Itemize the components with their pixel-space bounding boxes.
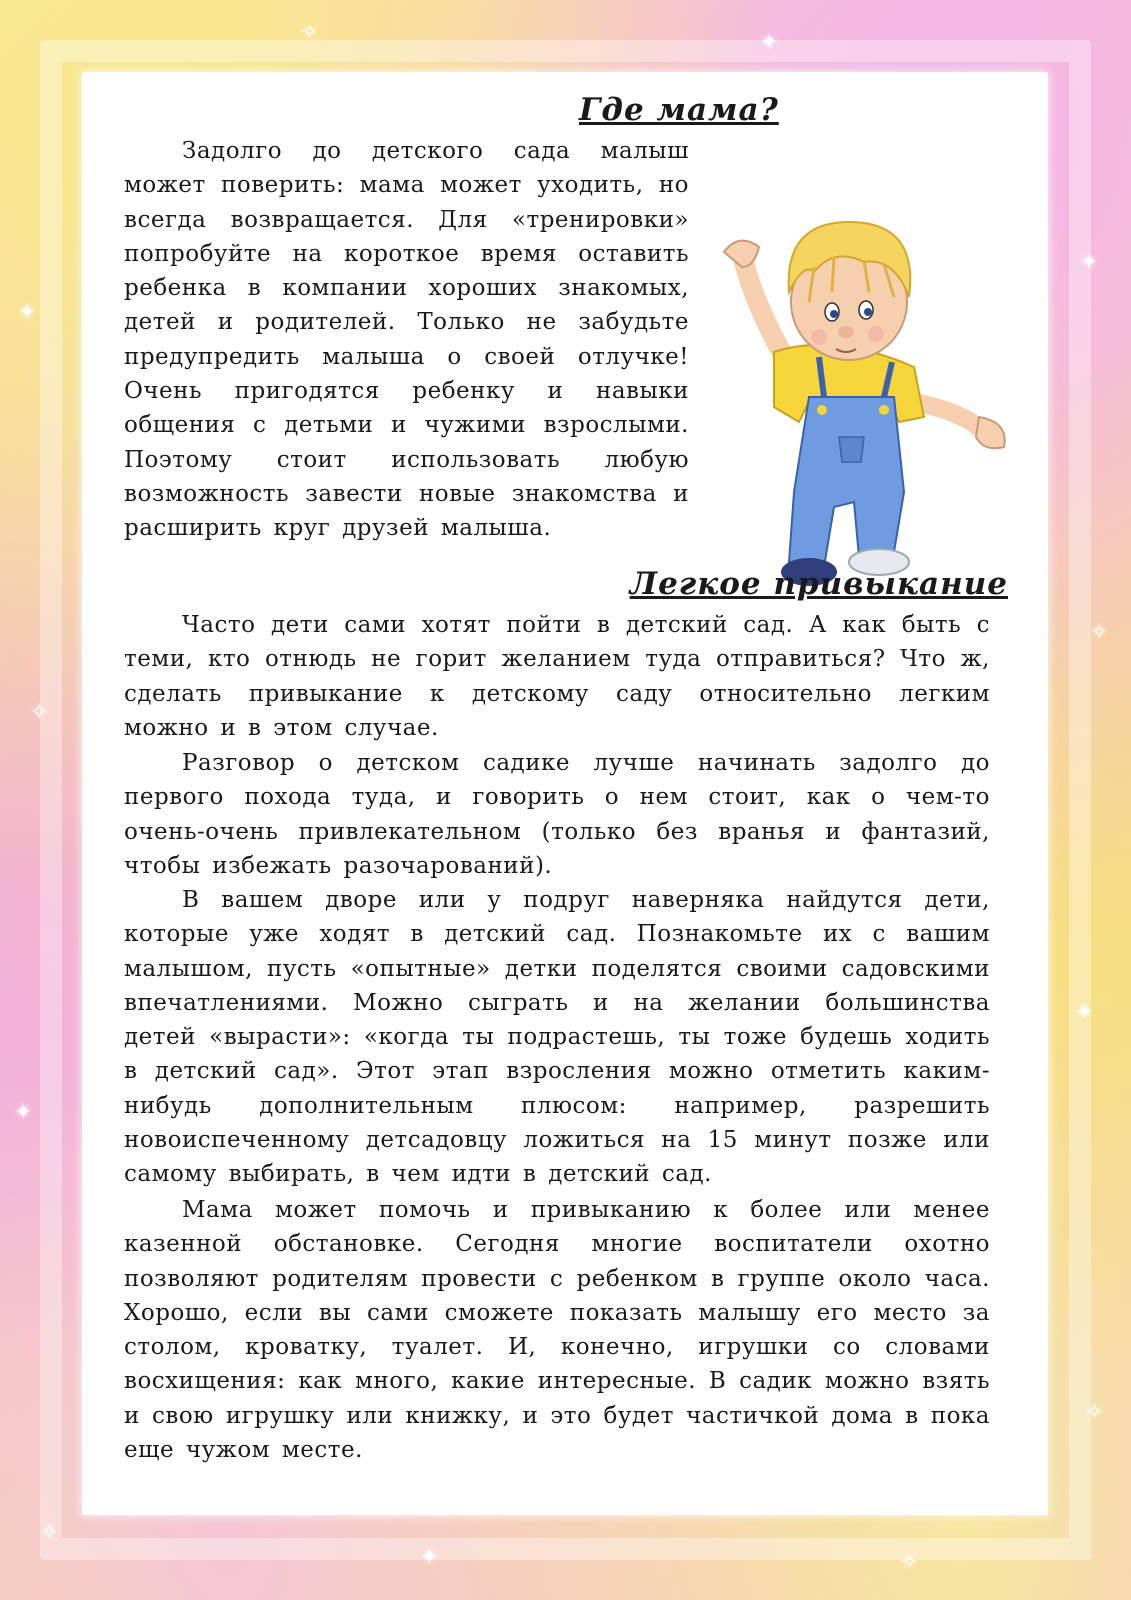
sparkle-icon: ✦ — [1080, 250, 1099, 275]
sparkle-icon: ✦ — [760, 30, 779, 55]
sparkle-icon: ✧ — [300, 20, 319, 45]
sparkle-icon: ✧ — [1090, 620, 1109, 645]
sparkle-icon: ✦ — [1075, 1000, 1094, 1025]
content-page — [82, 72, 1048, 1515]
section-title-easy-adaptation: Легкое привыкание — [629, 566, 1008, 602]
sparkle-icon: ✦ — [14, 1100, 33, 1125]
sparkle-icon: ✧ — [1085, 1400, 1104, 1425]
section2-paragraph: Мама может помочь и привыканию к более или менее казенной обстановке. Сегодня многие воспитатели охотно позволяют родителям провести с ребенком в группе около часа. Хорошо, если вы сами сможете показать малышу его место за столом, кроватку, туалет. И, конечно, игрушки со словами восхищения: как много, какие интересные. В садик можно взять и свою игрушку или книжку, и это будет частичкой дома в пока еще чужом месте. — [124, 1197, 990, 1464]
section2-paragraph: Разговор о детском садике лучше начинать задолго до первого похода туда, и говорить о нем стоит, как о чем-то очень-очень привлекательном (только без вранья и фантазий, чтобы избежать разочарований). — [124, 750, 990, 879]
boy-illustration — [714, 152, 1014, 602]
sparkle-icon: ✧ — [30, 700, 49, 725]
sparkle-icon: ✦ — [18, 300, 37, 325]
section-title-where-mom: Где мама? — [579, 92, 779, 128]
section2-paragraph: Часто дети сами хотят пойти в детский сад. А как быть с теми, кто отнюдь не горит желанием туда отправиться? Что ж, сделать привыкание к детскому саду относительно легким можно и в этом случае. — [124, 612, 990, 741]
sparkle-icon: ✦ — [420, 1545, 439, 1570]
section2-paragraph: В вашем дворе или у подруг наверняка найдутся дети, которые уже ходят в детский сад. Познакомьте их с вашим малышом, пусть «опытные» детки поделятся своими садовскими впечатлениями. Можно сыграть и на желании большинства детей «вырасти»: «когда ты подрастешь, ты тоже будешь ходить в детский сад». Этот этап взросления можно отметить каким-нибудь дополнительным плюсом: например, разрешить новоиспеченному детсадовцу ложиться на 15 минут позже или самому выбирать, в чем идти в детский сад. — [124, 887, 990, 1188]
section1-paragraph: Задолго до детского сада малыш может поверить: мама может уходить, но всегда возвращается. Для «тренировки» попробуйте на короткое время оставить ребенка в компании хороших знакомых, детей и родителей. Только не забудьте предупредить малыша о своей отлучке! Очень пригодятся ребенку и навыки общения с детьми и чужими взрослыми. Поэтому стоит использовать любую возможность завести новые знакомства и расширить круг друзей малыша. — [124, 138, 689, 542]
sparkle-icon: ✧ — [40, 1520, 59, 1545]
sparkle-icon: ✧ — [900, 1550, 919, 1575]
